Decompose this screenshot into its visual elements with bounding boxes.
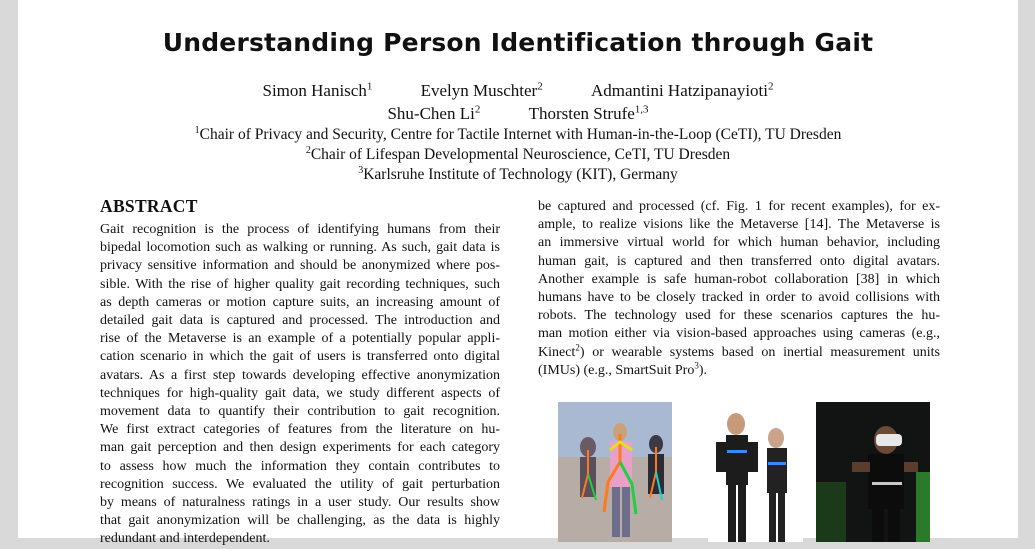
abstract-line: rise of the Metaverse is an example of a potentially popular appli- <box>100 331 500 347</box>
figure-photo-vr-headset <box>816 402 930 542</box>
mocap-suits-image <box>708 402 803 542</box>
affiliation: $^2$Chair of Lifespan Developmental Neuroscience, CeTI, TU Dresden <box>305 145 731 164</box>
abstract-line: Gait recognition is the process of identifying humans from their <box>100 222 500 237</box>
author-line-1 <box>18 80 1018 101</box>
figure-photo-mocap-suits <box>708 402 803 542</box>
body-line: be captured and processed (cf. Fig. 1 for recent examples), for ex- <box>538 199 940 214</box>
abstract-line: that gait anonymization will be challenging, as the data is highly <box>100 513 500 529</box>
vr-headset-image <box>816 402 930 542</box>
abstract-line: as depth cameras or motion capture suits, an increasing amount of <box>100 294 500 310</box>
author-line-2 <box>18 103 1018 124</box>
body-line: human gait, is captured and then transferred onto digital avatars. <box>538 253 940 269</box>
intro-body <box>538 198 940 380</box>
figure-photo-pose-estimation <box>558 402 672 542</box>
author: Shu-Chen Li$^2$ <box>387 103 481 123</box>
abstract-line: recognition success. We evaluated the utility of gait perturbation <box>100 476 500 492</box>
abstract-line: to assess how much the information they contain contributes to <box>100 458 500 474</box>
body-line: Another example is safe human-robot collaboration [38] in which <box>538 271 940 287</box>
abstract-heading: ABSTRACT <box>100 196 198 216</box>
body-line: an immersive virtual world for which human behavior, including <box>538 235 940 251</box>
paper-page <box>18 0 1018 547</box>
abstract-line: bipedal locomotion such as walking or running. As such, gait data is <box>100 240 500 256</box>
author: Simon Hanisch$^1$ <box>262 80 373 100</box>
abstract-line: by means of naturalness ratings in a user study. Our results show <box>100 495 500 511</box>
body-line: ample, to realize visions like the Metaverse [14]. The Metaverse is <box>538 217 940 233</box>
abstract-line: man gait perception and then design experiments for each category <box>100 440 500 456</box>
affiliation: $^1$Chair of Privacy and Security, Centre for Tactile Internet with Human-in-the-Loop (CeTI), TU Dresden <box>194 125 842 144</box>
pose-estimation-image <box>558 402 672 542</box>
body-line: robots. The technology used for these scenarios captures the hu- <box>538 308 940 324</box>
abstract-line: detailed gait data is captured and processed. The introduction and <box>100 313 500 329</box>
abstract-line: redundant and interdependent. <box>100 531 270 547</box>
affiliation: $^3$Karlsruhe Institute of Technology (KIT), Germany <box>358 165 678 184</box>
author: Thorsten Strufe$^{1,3}$ <box>528 103 649 123</box>
body-line: Kinect$^2$) or wearable systems based on inertial measurement units <box>538 341 940 360</box>
author: Admantini Hatzipanayioti$^2$ <box>590 80 774 100</box>
abstract-line: privacy sensitive information and should be anonymized where pos- <box>100 258 500 274</box>
abstract-line: movement data to quantify their contribution to gait recognition. <box>100 404 500 420</box>
abstract-body <box>100 221 500 549</box>
abstract-line: sible. With the rise of higher quality gait recording techniques, such <box>100 276 500 292</box>
paper-title: Understanding Person Identification through Gait <box>162 28 874 57</box>
abstract-line: avatars. As a first step towards developing effective anonymization <box>100 367 500 383</box>
author: Evelyn Muschter$^2$ <box>420 80 543 100</box>
body-line: humans have to be closely tracked in order to avoid collisions with <box>538 290 940 306</box>
abstract-line: cation scenario in which the gait of users is transferred onto digital <box>100 349 500 365</box>
abstract-line: techniques for high-quality gait data, we study different aspects of <box>100 385 500 401</box>
body-line: man motion either via vision-based approaches using cameras (e.g., <box>538 326 940 342</box>
abstract-line: We first extract categories of features from the literature on hu- <box>100 422 500 438</box>
body-line: (IMUs) (e.g., SmartSuit Pro$^3$). <box>538 360 707 378</box>
